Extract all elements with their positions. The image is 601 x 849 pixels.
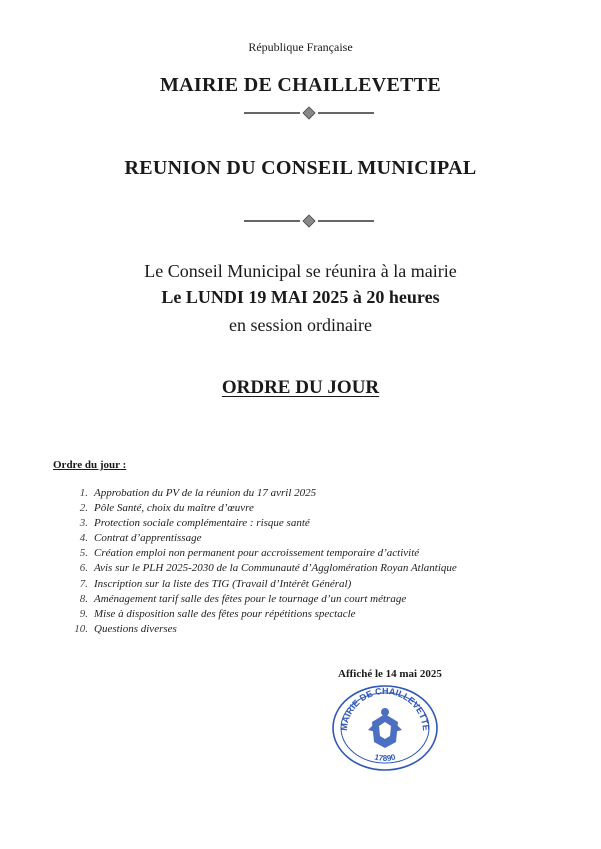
meeting-date: Le LUNDI 19 MAI 2025 à 20 heures	[161, 287, 440, 307]
agenda-item: 6. Avis sur le PLH 2025-2030 de la Communauté d’Agglomération Royan Atlantique	[79, 562, 457, 575]
agenda-item: 2. Pôle Santé, choix du maître d’œuvre	[79, 502, 254, 515]
mairie-stamp-icon	[330, 682, 440, 772]
ordre-du-jour-label: Ordre du jour :	[53, 459, 127, 471]
agenda-item: 3. Protection sociale complémentaire : risque santé	[79, 517, 310, 530]
posted-date: Affiché le 14 mai 2025	[338, 668, 442, 680]
agenda-item: 4. Contrat d’apprentissage	[79, 532, 202, 545]
mairie-title: MAIRIE DE CHAILLEVETTE	[159, 74, 442, 96]
agenda-item: 10. Questions diverses	[74, 622, 177, 635]
ordre-du-jour-heading: ORDRE DU JOUR	[221, 377, 380, 398]
agenda-item: 7. Inscription sur la liste des TIG (Travail d’Intérêt Général)	[79, 577, 352, 590]
session-type: en session ordinaire	[229, 315, 372, 335]
agenda-list	[62, 486, 522, 637]
divider-ornament-icon	[244, 106, 374, 120]
svg-text:17890: 17890	[373, 752, 397, 763]
agenda-item: 1. Approbation du PV de la réunion du 17 avril 2025	[79, 487, 317, 499]
divider-ornament-icon	[244, 214, 374, 228]
svg-text:MAIRIE DE CHAILLEVETTE: MAIRIE DE CHAILLEVETTE	[338, 685, 432, 732]
republique-francaise: République Française	[248, 40, 353, 54]
reunion-title: REUNION DU CONSEIL MUNICIPAL	[124, 157, 477, 179]
announcement-line: Le Conseil Municipal se réunira à la mairie	[144, 261, 457, 281]
agenda-item: 8. Aménagement tarif salle des fêtes pour le tournage d’un court métrage	[79, 592, 407, 605]
agenda-item: 9. Mise à disposition salle des fêtes pour répétitions spectacle	[79, 607, 356, 620]
agenda-item: 5. Création emploi non permanent pour accroissement temporaire d’activité	[79, 547, 420, 560]
